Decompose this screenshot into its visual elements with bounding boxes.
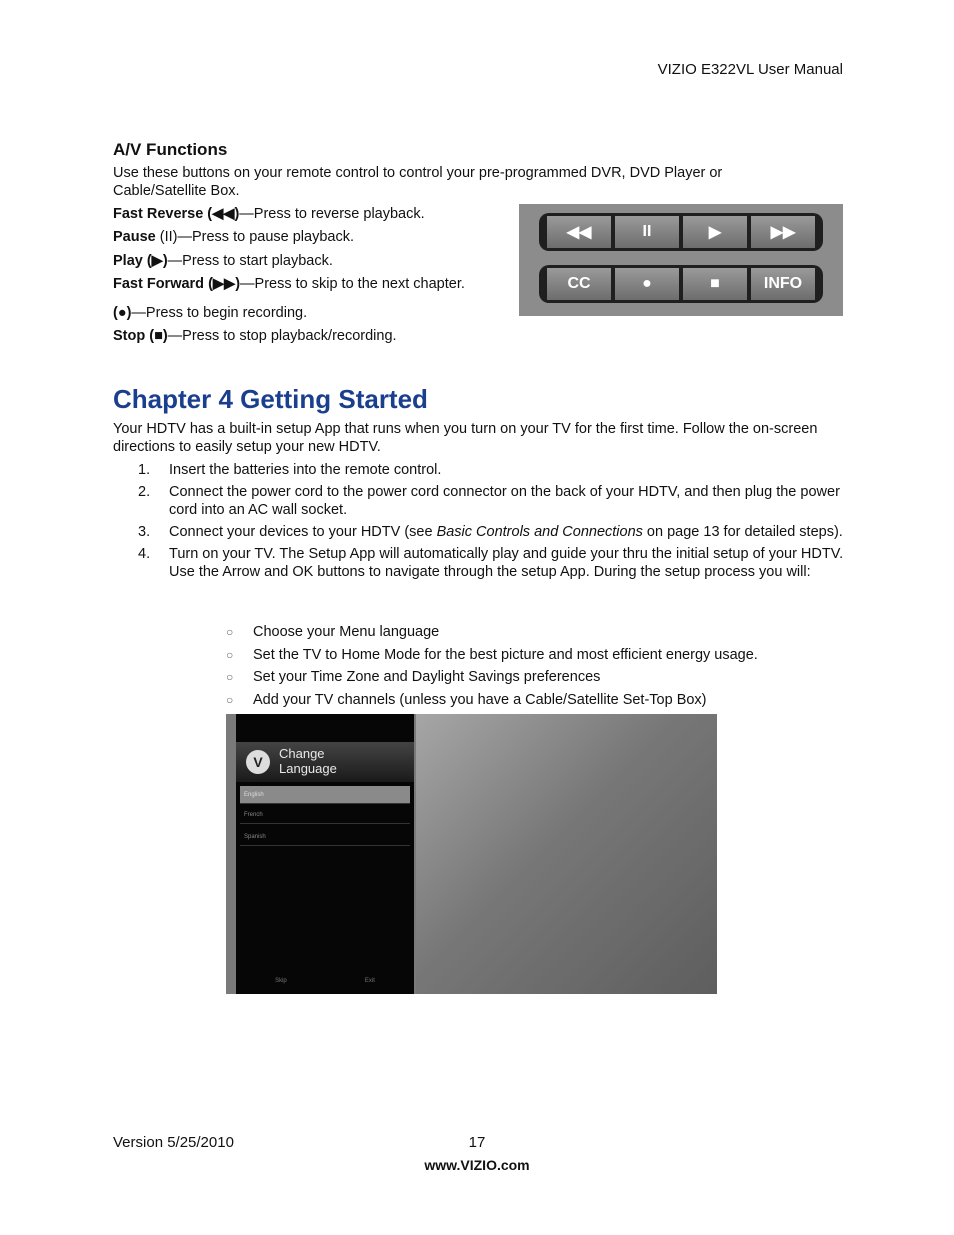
circle-bullet-icon: ○ — [226, 670, 234, 685]
menu-bottom-bar — [236, 974, 414, 988]
setup-steps — [138, 461, 848, 585]
list-item: ○ Choose your Menu language — [226, 624, 440, 640]
setup-app-screenshot — [226, 714, 717, 994]
list-item — [138, 461, 848, 479]
exit-label: Exit — [364, 978, 375, 984]
play-key: ▶ — [683, 216, 747, 248]
fn-desc: —Press to reverse playback. — [239, 206, 425, 222]
language-option-spanish: Spanish — [240, 828, 410, 846]
skip-label: Skip — [275, 978, 287, 984]
fn-desc: —Press to stop playback/recording. — [167, 328, 397, 344]
fn-fast-reverse — [113, 205, 425, 223]
list-item: ○ Add your TV channels (unless you have a Cable/Satellite Set-Top Box) — [226, 691, 707, 708]
step-number: 1. — [138, 462, 151, 478]
background-photo — [416, 714, 717, 994]
fn-label: Fast Forward (▶▶) — [113, 276, 241, 292]
language-option-english: English — [240, 786, 410, 804]
fn-desc: —Press to begin recording. — [131, 305, 308, 321]
list-item — [138, 483, 848, 519]
step-text-end: on page 13 for detailed steps). — [642, 524, 843, 540]
step-number: 4. — [138, 546, 151, 562]
remote-row-top — [539, 213, 823, 251]
menu-header — [236, 742, 414, 782]
remote-buttons-image — [519, 204, 843, 316]
remote-row-bottom — [539, 265, 823, 303]
chapter-intro: Your HDTV has a built-in setup App that runs when you turn on your TV for the first time. Follow the on-screen directions to easily setup your new HDTV. — [113, 421, 818, 455]
fn-desc: —Press to skip to the next chapter. — [240, 276, 465, 292]
step-number: 2. — [138, 484, 151, 500]
circle-bullet-icon: ○ — [226, 647, 234, 662]
circle-bullet-icon: ○ — [226, 625, 234, 639]
menu-title — [279, 746, 337, 776]
step-text: Turn on your TV. The Setup App will automatically play and guide your thru the initial setup of your HDTV. Use the Arrow and OK buttons to navigate through the setup App. During the setup process you will: — [169, 546, 844, 580]
setup-menu-panel — [236, 714, 414, 994]
fn-desc: —Press to start playback. — [167, 253, 333, 269]
fn-record — [113, 304, 307, 322]
record-key: ● — [615, 268, 679, 300]
step-text: Connect your devices to your HDTV (see — [169, 524, 437, 540]
step-reference: Basic Controls and Connections — [436, 524, 643, 540]
fn-stop — [113, 327, 397, 345]
page-number: 17 — [468, 1134, 486, 1151]
manual-header: VIZIO E322VL User Manual — [657, 61, 843, 78]
list-item: ○ Set the TV to Home Mode for the best picture and most efficient energy usage. — [226, 646, 758, 663]
circle-bullet-icon: ○ — [226, 692, 234, 707]
list-item: ○ Set your Time Zone and Daylight Savings preferences — [226, 669, 601, 686]
pause-key: II — [615, 216, 679, 248]
av-functions-heading: A/V Functions — [113, 140, 228, 159]
fn-label: (●) — [113, 305, 132, 321]
fn-fast-forward — [113, 275, 465, 293]
language-option-french: French — [240, 806, 410, 824]
step-number: 3. — [138, 524, 151, 540]
website-url: www.VIZIO.com — [424, 1157, 530, 1173]
cc-key: CC — [547, 268, 611, 300]
fn-label: Play (▶) — [113, 253, 168, 269]
fast-reverse-key: ◀◀ — [547, 216, 611, 248]
menu-title-line-2: Language — [279, 761, 337, 776]
fn-label: Fast Reverse (◀◀) — [113, 206, 240, 222]
fn-desc: (II)—Press to pause playback. — [155, 229, 354, 245]
fn-play — [113, 252, 333, 270]
version-label: Version 5/25/2010 — [113, 1134, 234, 1151]
av-intro: Use these buttons on your remote control to control your pre-programmed DVR, DVD Player or Cable/Satellite Box. — [113, 165, 723, 199]
fn-label: Pause — [113, 229, 156, 245]
list-item — [138, 523, 848, 541]
step-text: Connect the power cord to the power cord connector on the back of your HDTV, and then plug the power cord into an AC wall socket. — [169, 484, 840, 518]
chapter-title: Chapter 4 Getting Started — [113, 384, 428, 414]
info-key: INFO — [751, 268, 815, 300]
stop-key: ■ — [683, 268, 747, 300]
step-text: Insert the batteries into the remote control. — [169, 462, 442, 478]
fn-label: Stop (■) — [113, 328, 168, 344]
list-item — [138, 545, 848, 581]
fast-forward-key: ▶▶ — [751, 216, 815, 248]
fn-pause — [113, 228, 354, 246]
menu-title-line-1: Change — [279, 746, 325, 761]
setup-substeps — [226, 623, 758, 713]
vizio-logo-icon: V — [246, 750, 270, 774]
